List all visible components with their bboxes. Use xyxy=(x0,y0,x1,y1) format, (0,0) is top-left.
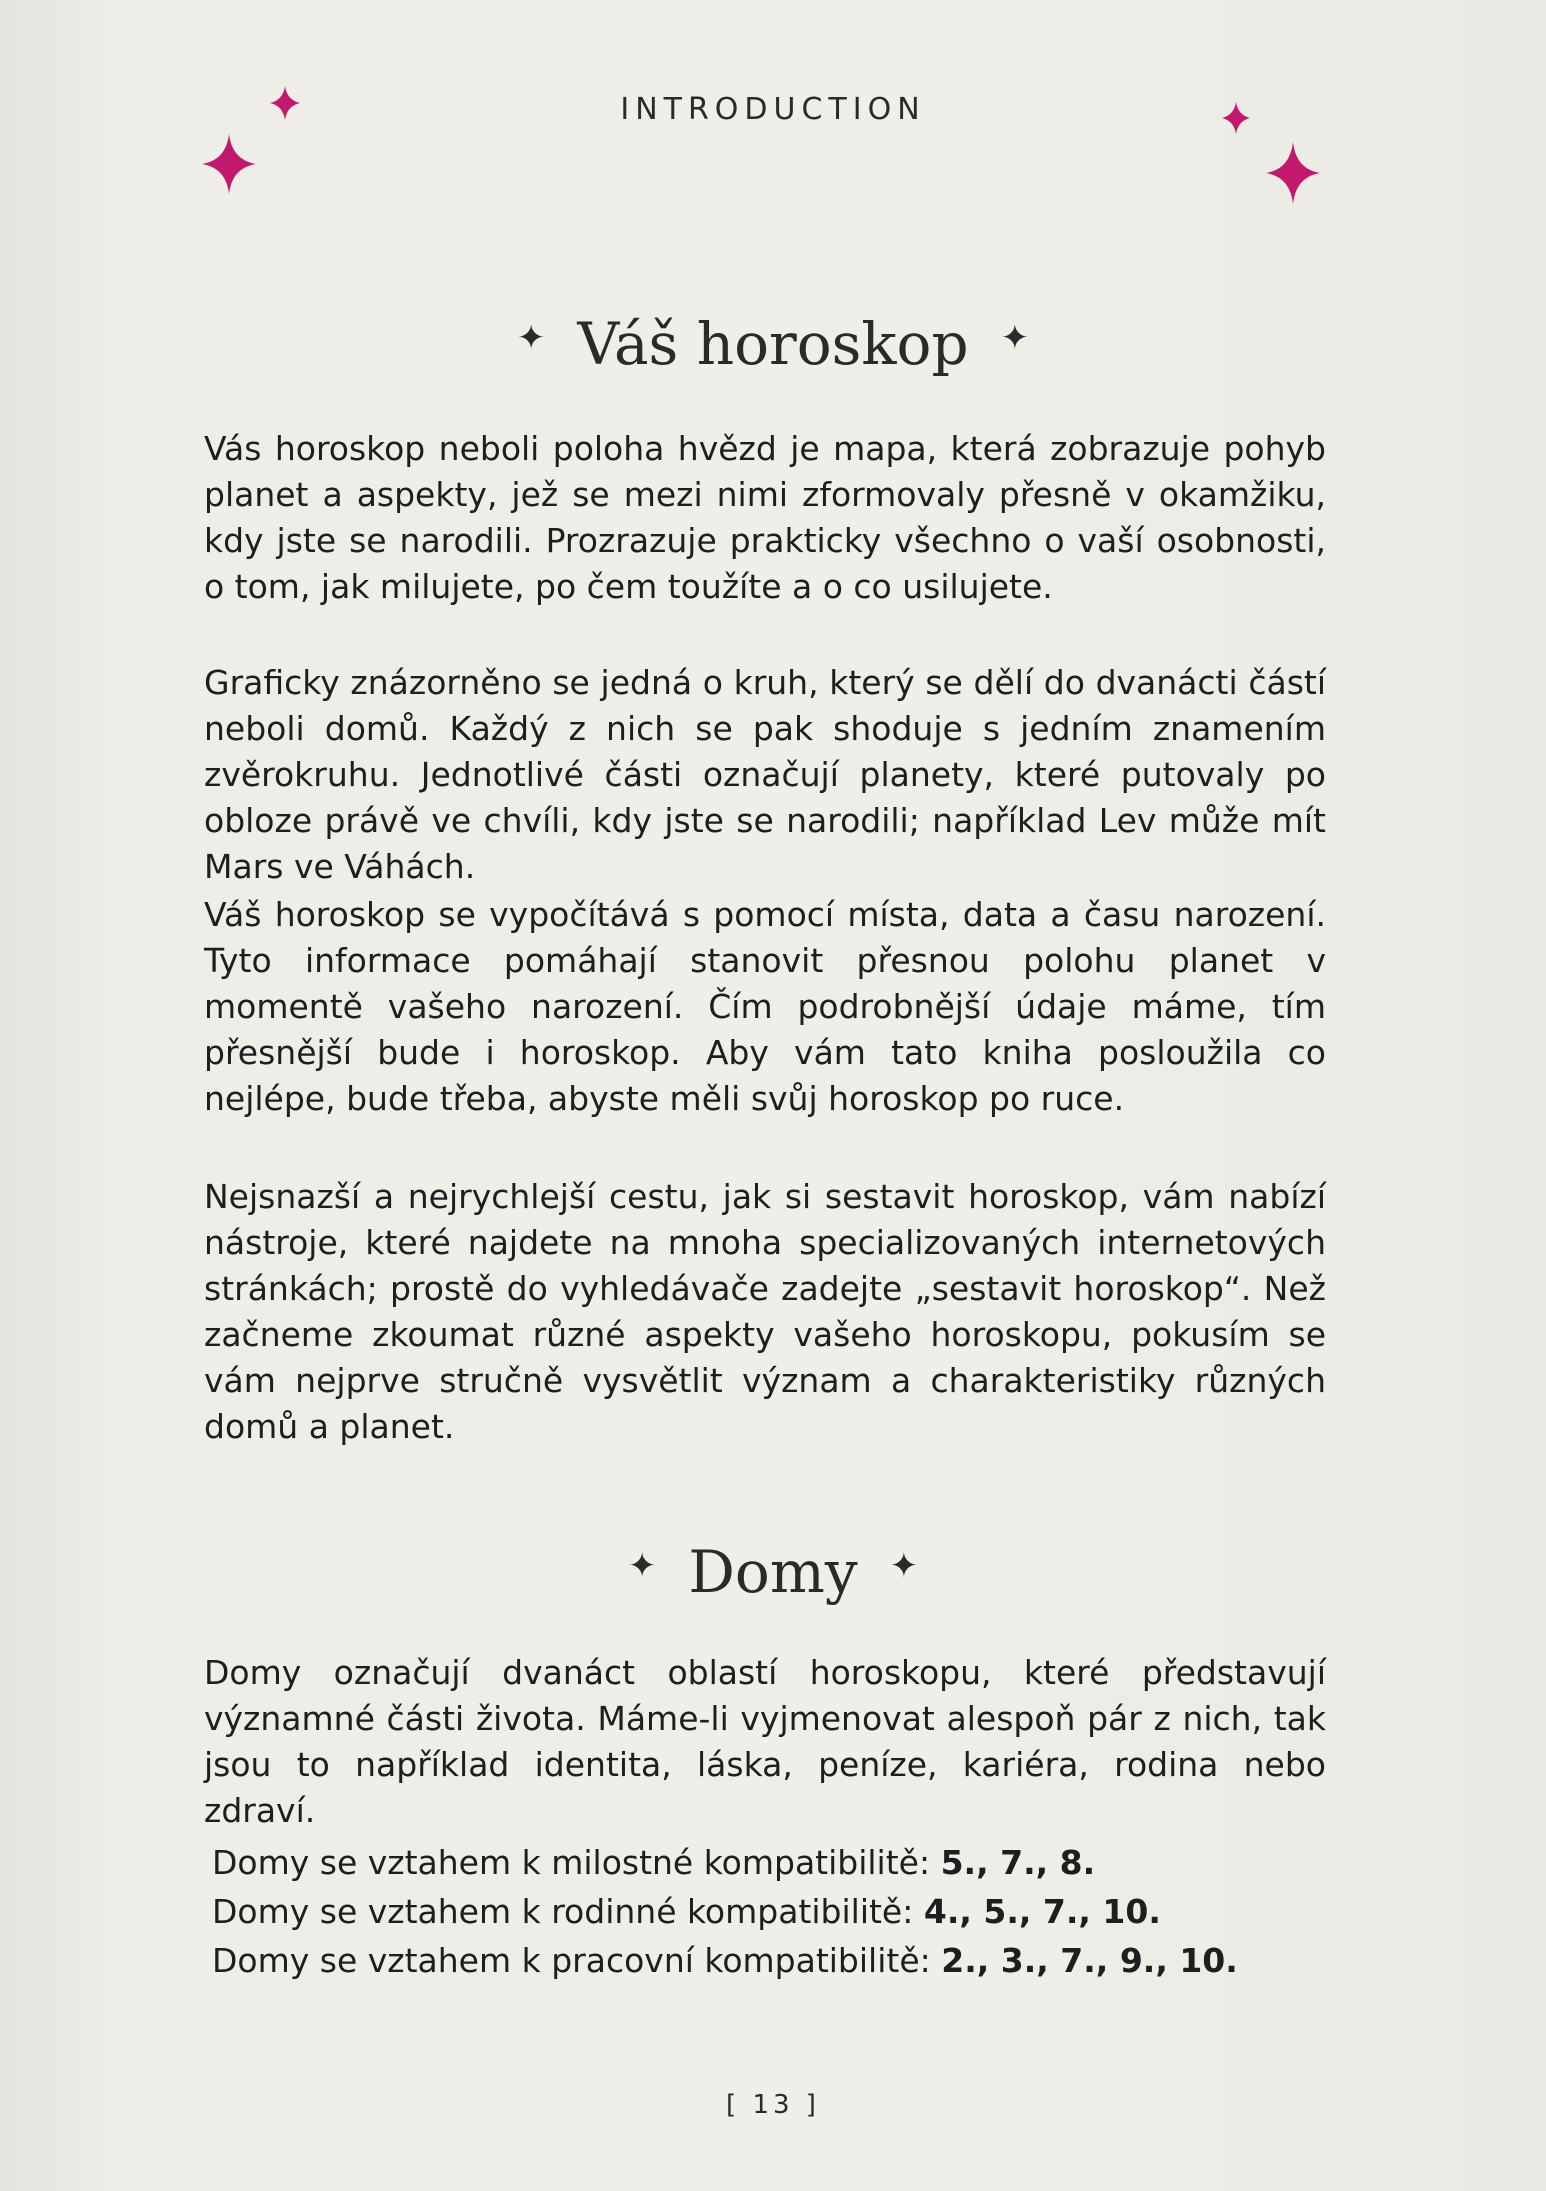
compatibility-houses: 2., 3., 7., 9., 10. xyxy=(941,1941,1238,1980)
paragraph: Graficky znázorněno se jedná o kruh, který se dělí do dvanácti částí neboli domů. Každý z nich se pak shoduje s jedním znamením zvěrokruhu. Jednotlivé části označují planety, které putovaly po obloze právě ve chvíli, kdy jste se narodili; například Lev může mít Mars ve Váhách. xyxy=(204,663,1326,886)
sparkle-icon xyxy=(202,134,256,194)
section-heading-horoskop xyxy=(0,310,1546,378)
running-head: INTRODUCTION xyxy=(620,92,926,127)
compatibility-item xyxy=(212,1936,1312,1985)
compatibility-item xyxy=(212,1887,1312,1936)
paragraph: Nejsnazší a nejrychlejší cestu, jak si sestavit horoskop, vám nabízí nástroje, které najdete na mnoha specializovaných internetových stránkách; prostě do vyhledávače zadejte „sestavit horoskop“. Než začneme zkoumat různé aspekty vašeho horoskopu, pokusím se vám nejprve stručně vysvětlit význam a charakteristiky různých domů a planet. xyxy=(204,1177,1326,1446)
sparkle-icon xyxy=(1266,142,1320,204)
paragraph: Vás horoskop neboli poloha hvězd je mapa, která zobrazuje pohyb planet a aspekty, jež se mezi nimi zformovaly přesně v okamžiku, kdy jste se narodili. Prozrazuje prakticky všechno o vaší osobnosti, o tom, jak milujete, po čem toužíte a o co usilujete. xyxy=(204,429,1326,606)
page-number: [ 13 ] xyxy=(726,2090,820,2120)
compatibility-label: Domy se vztahem k milostné kompatibilitě: xyxy=(212,1843,931,1882)
compatibility-item xyxy=(212,1838,1312,1887)
heading-ornament-icon: ✦ xyxy=(516,318,546,358)
compatibility-list xyxy=(212,1838,1312,1985)
paragraph: Váš horoskop se vypočítává s pomocí místa, data a času narození. Tyto informace pomáhají stanovit přesnou polohu planet v momentě vašeho narození. Čím podrobnější údaje máme, tím přesnější bude i horoskop. Aby vám tato kniha posloužila co nejlépe, bude třeba, abyste měli svůj horoskop po ruce. xyxy=(204,895,1326,1118)
compatibility-houses: 4., 5., 7., 10. xyxy=(923,1892,1161,1931)
heading-ornament-icon: ✦ xyxy=(889,1546,919,1586)
heading-ornament-icon: ✦ xyxy=(1000,318,1030,358)
heading-ornament-icon: ✦ xyxy=(627,1546,657,1586)
compatibility-label: Domy se vztahem k pracovní kompatibilitě: xyxy=(212,1941,931,1980)
compatibility-label: Domy se vztahem k rodinné kompatibilitě: xyxy=(212,1892,914,1931)
section-title: Váš horoskop xyxy=(577,310,969,378)
section-title: Domy xyxy=(688,1538,858,1606)
compatibility-houses: 5., 7., 8. xyxy=(940,1843,1096,1882)
paragraph: Domy označují dvanáct oblastí horoskopu, které představují významné části života. Máme-li vyjmenovat alespoň pár z nich, tak jsou to například identita, láska, peníze, kariéra, rodina nebo zdraví. xyxy=(204,1653,1326,1830)
section-heading-domy xyxy=(0,1538,1546,1606)
